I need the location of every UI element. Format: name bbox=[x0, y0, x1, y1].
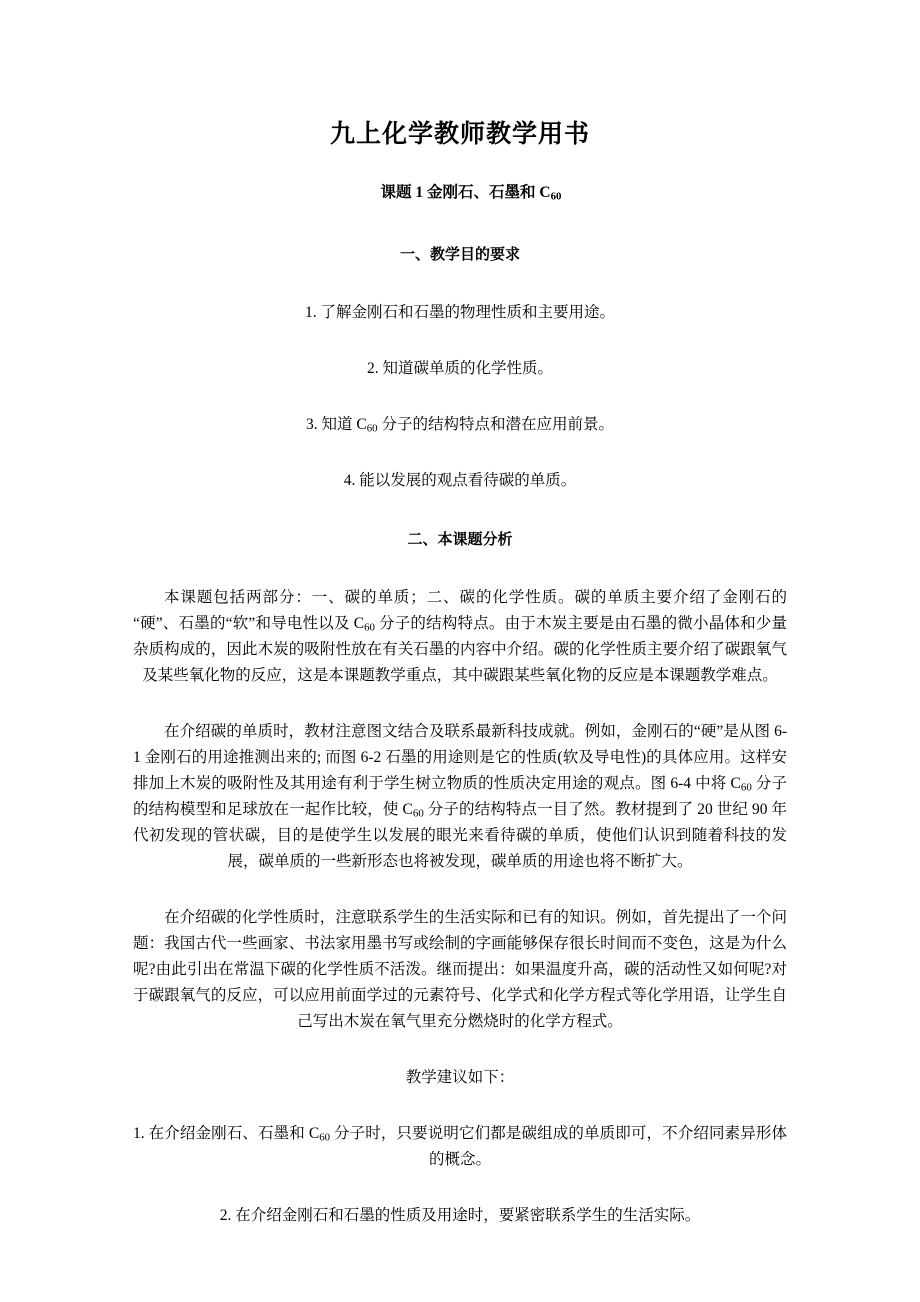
paragraph-text: 在介绍碳的单质时，教材注意图文结合及联系最新科技成就。例如，金刚石的“硬”是从图 6-1 金刚石的用途推测出来的; 而图 6-2 石墨的用途则是它的性质(软及导电性)的具体应用。这样安排加上木炭的吸附性及其用途有利于学生树立物质的性质决定用途的观点。图 6-4 中将 C bbox=[133, 723, 787, 792]
objective-item-text: 4. 能以发展的观点看待碳的单质。 bbox=[343, 472, 577, 489]
suggestion-item bbox=[133, 1173, 787, 1229]
analysis-paragraph bbox=[133, 689, 787, 875]
analysis-paragraph bbox=[133, 875, 787, 1035]
paragraph-text-cont: 分子的结构特点。由于木炭主要是由石墨的微小晶体和少量杂质构成的，因此木炭的吸附性放在有关石墨的内容中介绍。碳的化学性质主要介绍了碳跟氧气及某些氧化物的反应，这是本课题教学重点，其中碳跟某些氧化物的反应是本课题教学难点。 bbox=[133, 615, 787, 684]
suggestion-subscript: 60 bbox=[319, 1131, 331, 1144]
paragraph-text: 本课题包括两部分：一、碳的单质；二、碳的化学性质。碳的单质主要介绍了金刚石的“硬”、石墨的“软”和导电性以及 C bbox=[133, 589, 787, 632]
page-title: 九上化学教师教学用书 bbox=[329, 121, 590, 148]
paragraph-text-tail: 分子的结构特点一目了然。教材提到了 20 世纪 90 年代初发现的管状碳，目的是使学生以发展的眼光来看待碳的单质，使他们认识到随着科技的发展，碳单质的一些新形态也将被发现，碳单质的用途也将不断扩大。 bbox=[133, 801, 787, 870]
objective-item bbox=[133, 326, 787, 382]
lesson-subtitle-text: 课题 1 金刚石、石墨和 C bbox=[380, 184, 551, 201]
section-heading-objectives: 一、教学目的要求 bbox=[399, 247, 520, 263]
paragraph-subscript: 60 bbox=[412, 807, 424, 820]
objective-item bbox=[133, 382, 787, 438]
section-heading-analysis: 二、本课题分析 bbox=[407, 532, 513, 548]
document-content bbox=[133, 0, 787, 1229]
objective-item bbox=[133, 268, 787, 326]
suggestion-text: 2. 在介绍金刚石和石墨的性质及用途时，要紧密联系学生的生活实际。 bbox=[219, 1207, 701, 1224]
paragraph-subscript: 60 bbox=[364, 621, 375, 634]
suggestion-text-cont: 分子时，只要说明它们都是碳组成的单质即可，不介绍同素异形体的概念。 bbox=[330, 1125, 787, 1168]
objective-item-text-tail: 分子的结构特点和潜在应用前景。 bbox=[377, 416, 614, 433]
lesson-subtitle bbox=[133, 152, 787, 206]
objective-item-subscript: 60 bbox=[366, 422, 378, 435]
suggestion-text: 1. 在介绍金刚石、石墨和 C bbox=[133, 1125, 320, 1142]
paragraph-text-cont: 分子的结构模型和足球放在一起作比较，使 C bbox=[133, 775, 787, 818]
analysis-paragraph bbox=[133, 553, 787, 689]
lesson-subtitle-subscript: 60 bbox=[550, 190, 562, 203]
objective-item bbox=[133, 438, 787, 494]
suggestions-lead: 教学建议如下： bbox=[405, 1069, 515, 1086]
objective-item-text: 1. 了解金刚石和石墨的物理性质和主要用途。 bbox=[304, 304, 615, 321]
objective-item-text: 2. 知道碳单质的化学性质。 bbox=[366, 360, 553, 377]
suggestion-item bbox=[133, 1091, 787, 1173]
objective-item-text: 3. 知道 C bbox=[306, 416, 367, 433]
paragraph-subscript: 60 bbox=[740, 781, 752, 794]
paragraph-text: 在介绍碳的化学性质时，注意联系学生的生活实际和已有的知识。例如，首先提出了一个问题：我国古代一些画家、书法家用墨书写或绘制的字画能够保存很长时间而不变色，这是为什么呢?由此引出在常温下碳的化学性质不活泼。继而提出：如果温度升高，碳的活动性又如何呢?对于碳跟氧气的反应，可以应用前面学过的元素符号、化学式和化学方程式等化学用语，让学生自己写出木炭在氧气里充分燃烧时的化学方程式。 bbox=[133, 909, 787, 1030]
